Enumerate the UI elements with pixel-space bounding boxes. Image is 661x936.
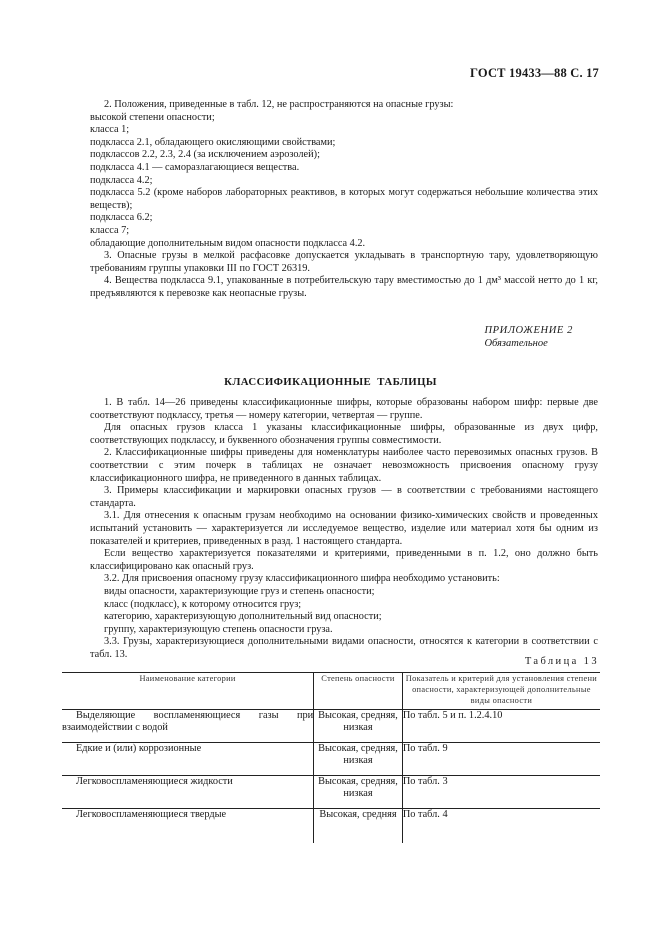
paragraph: Для опасных грузов класса 1 указаны классификационные шифры, образованные из двух цифр, соответствующих подклассу, и буквенного обозначения группы совместимости. (90, 422, 598, 446)
table-caption: Таблица 13 (524, 656, 599, 667)
header-degree: Степень опасности (314, 673, 403, 710)
table-13 (62, 672, 600, 843)
cell-category: Легковоспламеняющиеся твердые (76, 809, 227, 820)
appendix-label (484, 325, 573, 350)
note-line: подкласса 4.1 — саморазлагающиеся вещества. (90, 161, 300, 173)
note-line: высокой степени опасности; (90, 111, 215, 123)
note-line: подкласса 2.1, обладающего окисляющими свойствами; (90, 136, 336, 148)
page-header: ГОСТ 19433—88 С. 17 (470, 66, 599, 80)
note-line: подкласса 5.2 (кроме наборов лабораторных реактивов, в которых могут содержаться небольшие количества этих веществ); (90, 187, 598, 211)
appendix-subtitle: Обязательное (484, 337, 548, 349)
table-row (62, 809, 600, 844)
cell-category: Едкие и (или) коррозионные (62, 743, 314, 776)
header-criteria: Показатель и критерий для установления степени опасности, характеризующей дополнительные виды опасности (402, 673, 600, 710)
paragraph: 3.3. Грузы, характеризующиеся дополнительными видами опасности, относятся к категории в соответствии с табл. 13. (90, 636, 598, 660)
cell-criteria: По табл. 3 (402, 776, 600, 809)
table-row (62, 743, 600, 776)
note-line: подкласса 6.2; (90, 212, 153, 224)
cell-category: Выделяющие воспламеняющиеся газы при взаимодействии с водой (62, 710, 314, 743)
table-header-row (62, 673, 600, 710)
paragraph: класс (подкласс), к которому относится груз; (104, 598, 302, 610)
cell-degree: Высокая, средняя, низкая (314, 776, 403, 809)
note-line: класса 1; (90, 124, 130, 136)
header-category: Наименование категории (62, 673, 314, 710)
paragraph: категорию, характеризующую дополнительный вид опасности; (104, 611, 382, 623)
table-row (62, 776, 600, 809)
cell-degree: Высокая, средняя (314, 809, 403, 844)
appendix-title: ПРИЛОЖЕНИЕ 2 (484, 325, 573, 336)
note-line: подкласса 4.2; (90, 174, 153, 186)
note-line: обладающие дополнительным видом опасности подкласса 4.2. (90, 237, 366, 249)
note-line: 2. Положения, приведенные в табл. 12, не распространяются на опасные грузы: (104, 99, 454, 110)
cell-criteria: По табл. 9 (402, 743, 600, 776)
paragraph: 3. Примеры классификации и маркировки опасных грузов — в соответствии с требованиями настоящего стандарта. (90, 485, 598, 509)
cell-degree: Высокая, средняя, низкая (314, 710, 403, 743)
note-line: класса 7; (90, 224, 130, 236)
paragraph: виды опасности, характеризующие груз и степень опасности; (104, 585, 375, 597)
paragraph: группу, характеризующую степень опасности груза. (104, 623, 333, 635)
cell-degree: Высокая, средняя, низкая (314, 743, 403, 776)
note-line: 4. Вещества подкласса 9.1, упакованные в потребительскую тару вместимостью до 1 дм³ массой нетто до 1 кг, предъявляются к перевозке как неопасные грузы. (90, 275, 598, 299)
cell-criteria: По табл. 5 и п. 1.2.4.10 (402, 710, 600, 743)
paragraph: 2. Классификационные шифры приведены для номенклатуры наиболее часто перевозимых опасных грузов. В соответствии с этим почерк в таблицах не означает невозможность присвоения опасному грузу классификационного шифра, не приведенного в данных таблицах. (90, 447, 598, 484)
cell-category: Легковоспламеняющиеся жидкости (62, 776, 314, 809)
table-row (62, 710, 600, 743)
paragraph: 3.1. Для отнесения к опасным грузам необходимо на основании физико-химических свойств и проведенных испытаний установить — характеризуется ли исследуемое вещество, изделие или материал хотя бы одним из показателей и критериев, приведенных в разд. 1 настоящего стандарта. (90, 510, 598, 547)
paragraph: 1. В табл. 14—26 приведены классификационные шифры, которые образованы набором шифр: первые две соответствуют подклассу, третья — номеру категории, четвертая — группе. (90, 397, 598, 421)
note-line: 3. Опасные грузы в мелкой расфасовке допускается укладывать в транспортную тару, удовлетворяющую требованиям группы упаковки III по ГОСТ 26319. (90, 250, 598, 274)
note-line: подклассов 2.2, 2.3, 2.4 (за исключением аэрозолей); (90, 149, 320, 161)
paragraph: Если вещество характеризуется показателями и критериями, приведенными в п. 1.2, оно должно быть классифицировано как опасный груз. (90, 548, 598, 572)
classification-text (90, 397, 598, 661)
section-title: КЛАССИФИКАЦИОННЫЕ ТАБЛИЦЫ (224, 376, 437, 388)
cell-criteria: По табл. 4 (402, 809, 448, 820)
paragraph: 3.2. Для присвоения опасному грузу классификационного шифра необходимо установить: (104, 573, 500, 585)
notes-block (90, 99, 598, 301)
